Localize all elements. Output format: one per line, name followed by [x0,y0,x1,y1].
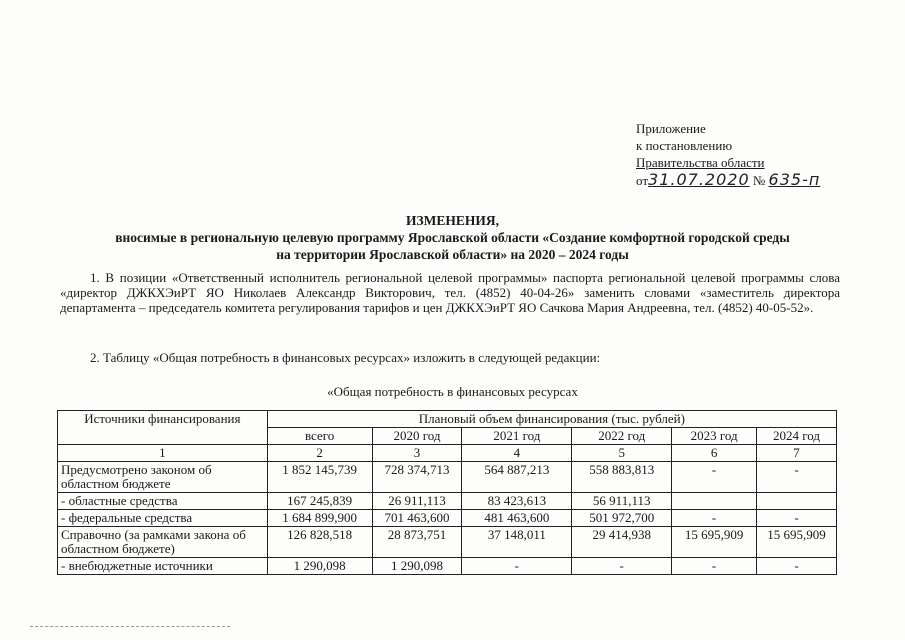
row-label: - областные средства [58,493,268,510]
cell-value: - [757,462,837,493]
cell-value: 83 423,613 [462,493,572,510]
col-header: 2021 год [462,428,572,445]
row-label: Справочно (за рамками закона об областном бюджете) [58,527,268,558]
cell-value: 1 684 899,900 [267,510,372,527]
column-number: 3 [372,445,462,462]
paragraph-2: 2. Таблицу «Общая потребность в финансовых ресурсах» изложить в следующей редакции: [90,350,601,365]
cell-value: 167 245,839 [267,493,372,510]
cell-value: 126 828,518 [267,527,372,558]
annex-number: 635-п [768,170,821,189]
cell-value: 701 463,600 [372,510,462,527]
paragraph-1: 1. В позиции «Ответственный исполнитель региональной целевой программы» паспорта региональной целевой программы слова «директор ДЖКХЭиРТ ЯО Николаев Александр Викторович, тел. (4852) 40-04-26» заменить словами «заместитель директора департамента – председатель комитета регулирования тарифов и цен ДЖКХЭиРТ ЯО Сачкова Мария Андреевна, тел. (4852) 40-05-52». [60,270,840,315]
col-header: 2022 год [572,428,672,445]
cell-value: 1 852 145,739 [267,462,372,493]
cell-value [672,493,757,510]
cell-value: - [757,510,837,527]
col-header: всего [267,428,372,445]
cell-value: 26 911,113 [372,493,462,510]
plan-header: Плановый объем финансирования (тыс. рублей) [267,411,836,428]
column-number: 2 [267,445,372,462]
cell-value: 15 695,909 [672,527,757,558]
cell-value: - [462,558,572,575]
cell-value: - [672,462,757,493]
column-number: 1 [58,445,268,462]
cell-value: 37 148,011 [462,527,572,558]
cell-value: - [757,558,837,575]
annex-date-line [636,171,820,189]
col-header: 2024 год [757,428,837,445]
cell-value: 481 463,600 [462,510,572,527]
table-row [58,558,837,575]
row-label: Предусмотрено законом об областном бюджете [58,462,268,493]
cell-value: 558 883,813 [572,462,672,493]
cell-value: - [672,510,757,527]
title-main: ИЗМЕНЕНИЯ, [405,213,499,228]
cell-value: 1 290,098 [267,558,372,575]
source-header: Источники финансирования [58,411,268,445]
title-line3: на территории Ярославской области» на 2020 – 2024 годы [276,247,629,262]
col-header: 2020 год [372,428,462,445]
table-header-row [58,411,837,428]
numbering-row [58,445,837,462]
col-header: 2023 год [672,428,757,445]
row-label: - федеральные средства [58,510,268,527]
annex-block [636,120,820,189]
column-number: 6 [672,445,757,462]
annex-line3: Правительства области [636,155,765,170]
table-caption: «Общая потребность в финансовых ресурсах [327,384,578,399]
cell-value: 564 887,213 [462,462,572,493]
table-row [58,462,837,493]
table-row [58,510,837,527]
cell-value: 29 414,938 [572,527,672,558]
annex-number-prefix: № [752,173,766,188]
finance-table [57,410,837,575]
table-row [58,493,837,510]
title-line2: вносимые в региональную целевую программу Ярославской области «Создание комфортной городской среды [115,230,790,245]
cell-value: - [572,558,672,575]
table-row [58,527,837,558]
column-number: 5 [572,445,672,462]
column-number: 4 [462,445,572,462]
row-label: - внебюджетные источники [58,558,268,575]
cell-value: 501 972,700 [572,510,672,527]
cell-value [757,493,837,510]
annex-line2: к постановлению [636,138,733,153]
cell-value: 728 374,713 [372,462,462,493]
cell-value: - [672,558,757,575]
cell-value: 1 290,098 [372,558,462,575]
page-edge-divider [30,626,230,627]
document-title [0,212,905,263]
column-number: 7 [757,445,837,462]
annex-line1: Приложение [636,121,706,136]
cell-value: 28 873,751 [372,527,462,558]
annex-from-prefix: от [636,173,649,188]
cell-value: 56 911,113 [572,493,672,510]
annex-date: 31.07.2020 [648,170,750,189]
cell-value: 15 695,909 [757,527,837,558]
